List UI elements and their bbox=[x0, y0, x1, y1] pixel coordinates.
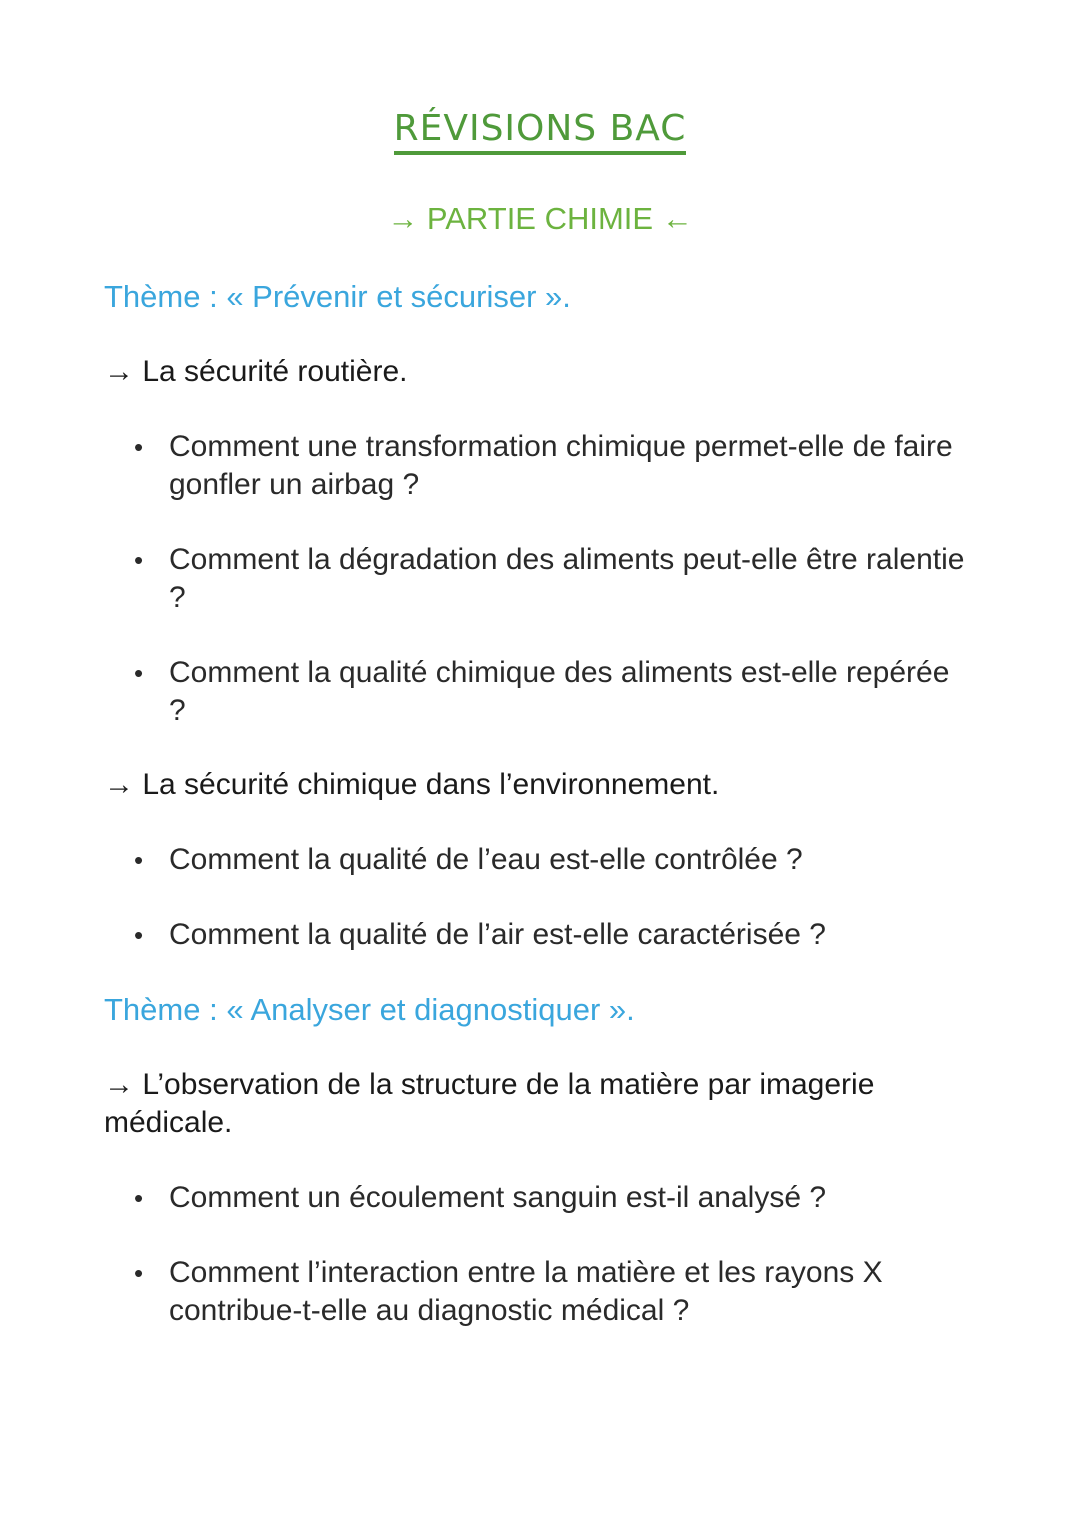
section-heading-road-safety: → La sécurité routière. bbox=[104, 355, 408, 388]
list-item bbox=[0, 841, 969, 879]
list-item bbox=[0, 654, 969, 730]
bullet-icon: • bbox=[134, 658, 144, 688]
list-item-text: Comment la qualité de l’air est-elle caractérisée ? bbox=[169, 918, 826, 951]
section-heading-medical-imaging: → L’observation de la structure de la matière par imagerie médicale. bbox=[104, 1068, 875, 1139]
theme-heading-1: Thème : « Prévenir et sécuriser ». bbox=[104, 279, 571, 314]
bullet-icon: • bbox=[134, 545, 144, 575]
list-item bbox=[0, 541, 969, 617]
part-subtitle: → PARTIE CHIMIE ← bbox=[387, 201, 693, 236]
theme-heading-2: Thème : « Analyser et diagnostiquer ». bbox=[104, 992, 635, 1027]
list-item bbox=[0, 428, 969, 504]
list-item bbox=[0, 1179, 969, 1217]
list-item-text: Comment la qualité de l’eau est-elle contrôlée ? bbox=[169, 843, 803, 876]
list-item bbox=[0, 1254, 969, 1330]
bullet-icon: • bbox=[134, 1183, 144, 1213]
question-list-road-safety bbox=[0, 428, 1080, 730]
bullet-icon: • bbox=[134, 432, 144, 462]
list-item bbox=[0, 916, 969, 954]
list-item-text: Comment un écoulement sanguin est-il analysé ? bbox=[169, 1181, 827, 1214]
section-heading-chemical-safety: → La sécurité chimique dans l’environnement. bbox=[104, 768, 720, 801]
question-list-chemical-safety bbox=[0, 841, 1080, 954]
bullet-icon: • bbox=[134, 845, 144, 875]
page-title: RÉVISIONS BAC bbox=[0, 108, 1080, 149]
list-item-text: Comment une transformation chimique permet-elle de faire gonfler un airbag ? bbox=[169, 430, 953, 501]
list-item-text: Comment la qualité chimique des aliments est-elle repérée ? bbox=[169, 656, 950, 727]
list-item-text: Comment la dégradation des aliments peut-elle être ralentie ? bbox=[169, 543, 965, 614]
list-item-text: Comment l’interaction entre la matière et les rayons X contribue-t-elle au diagnostic médical ? bbox=[169, 1256, 883, 1327]
question-list-medical-imaging bbox=[0, 1179, 1080, 1330]
bullet-icon: • bbox=[134, 920, 144, 950]
bullet-icon: • bbox=[134, 1258, 144, 1288]
